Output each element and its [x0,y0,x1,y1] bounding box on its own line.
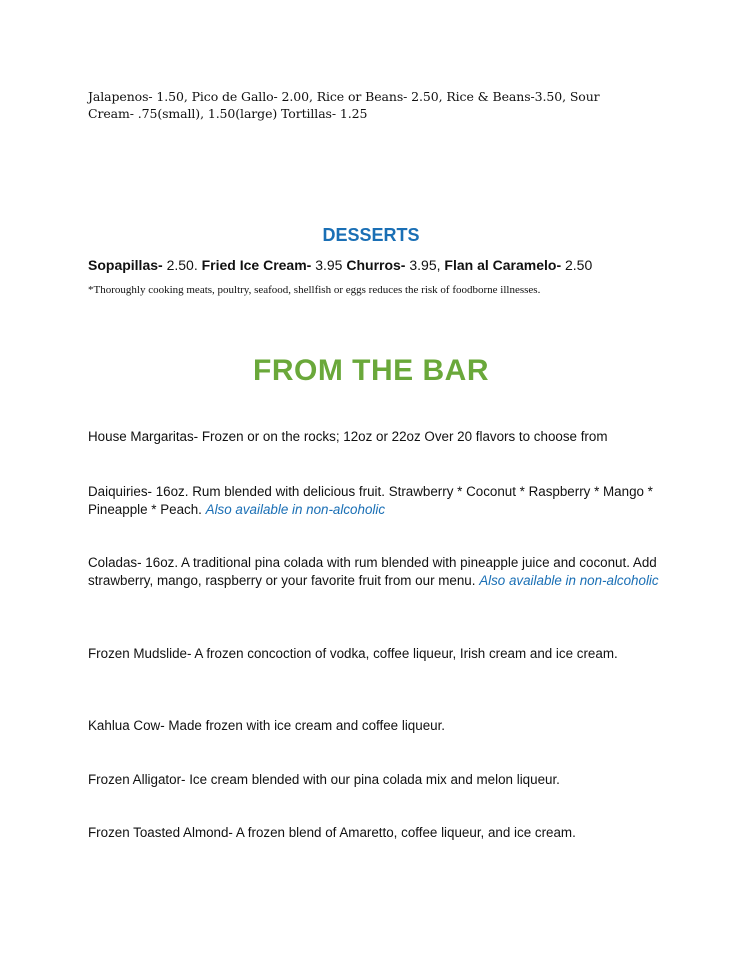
desserts-heading: DESSERTS [322,225,420,245]
drink-description: House Margaritas- Frozen or on the rocks; 12oz or 22oz Over 20 flavors to choose from [88,429,608,444]
dessert-name: Sopapillas- [88,257,163,273]
bar-heading: FROM THE BAR [253,354,489,387]
desserts-list [88,257,708,273]
non-alcoholic-note: Also available in non-alcoholic [479,572,659,588]
drink-frozen-toasted-almond [88,824,660,842]
drink-description: Daiquiries- 16oz. Rum blended with delicious fruit. Strawberry * Coconut * Raspberry * Mango * Pineapple * Peach. [88,484,653,517]
non-alcoholic-note: Also available in non-alcoholic [205,501,386,517]
dessert-item [346,257,444,273]
dessert-price: 2.50 [561,257,593,273]
drink-coladas [88,554,660,589]
dessert-name: Flan al Caramelo- [444,257,562,273]
dessert-item [444,257,592,273]
drink-description: Frozen Mudslide- A frozen concoction of vodka, coffee liqueur, Irish cream and ice cream. [88,646,618,661]
dessert-name: Churros- [346,257,406,273]
sides-price-list: Jalapenos- 1.50, Pico de Gallo- 2.00, Rice or Beans- 2.50, Rice & Beans-3.50, Sour Cream- .75(small), 1.50(large) Tortillas- 1.25 [88,89,600,121]
drink-description: Frozen Alligator- Ice cream blended with our pina colada mix and melon liqueur. [88,772,560,787]
dessert-item [202,257,347,273]
dessert-name: Fried Ice Cream- [201,257,312,273]
dessert-item [88,257,202,273]
food-safety-disclaimer: *Thoroughly cooking meats, poultry, seafood, shellfish or eggs reduces the risk of foodborne illnesses. [88,284,541,296]
drink-daiquiries [88,483,660,518]
dessert-price: 2.50. [162,257,202,273]
drink-frozen-alligator [88,771,660,789]
drink-house-margaritas [88,428,660,446]
drink-description: Kahlua Cow- Made frozen with ice cream and coffee liqueur. [88,718,446,733]
drink-description: Frozen Toasted Almond- A frozen blend of Amaretto, coffee liqueur, and ice cream. [88,825,576,840]
dessert-price: 3.95, [405,257,445,273]
drink-frozen-mudslide [88,645,660,663]
drink-description: Coladas- 16oz. A traditional pina colada with rum blended with pineapple juice and coconut. Add strawberry, mango, raspberry or your favorite fruit from our menu. [88,555,657,588]
drink-kahlua-cow [88,717,660,735]
dessert-price: 3.95 [311,257,347,273]
